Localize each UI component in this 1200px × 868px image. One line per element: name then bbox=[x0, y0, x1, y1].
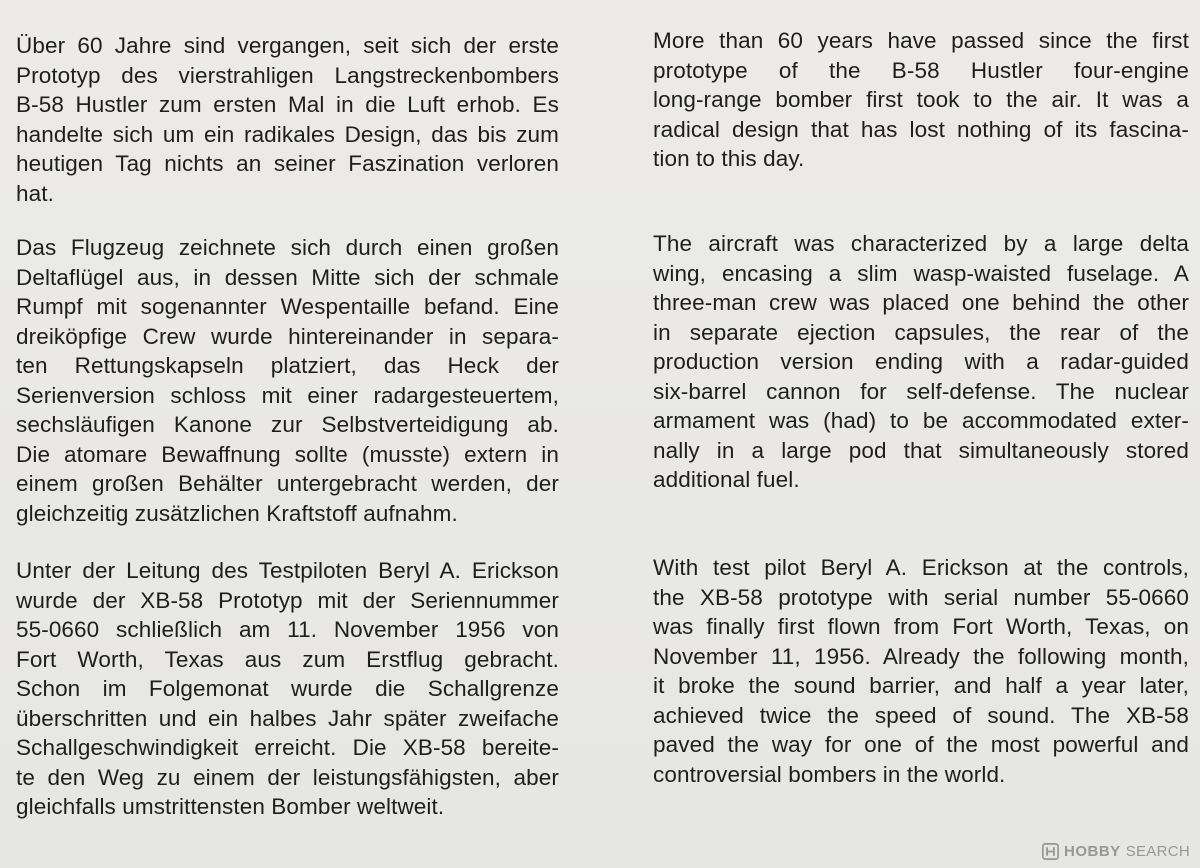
german-paragraph-3 bbox=[16, 556, 559, 822]
english-paragraph-2 bbox=[653, 229, 1189, 495]
text-line: Schon im Folgemonat wurde die Schallgrenze bbox=[16, 676, 559, 701]
watermark-brand: HOBBY bbox=[1064, 843, 1121, 860]
text-line: More than 60 years have passed since the first bbox=[653, 28, 1189, 53]
text-line: 55-0660 schließlich am 11. November 1956 von bbox=[16, 617, 559, 642]
text-line: überschritten und ein halbes Jahr später zweifache bbox=[16, 705, 559, 731]
text-line: six-barrel cannon for self-defense. The nuclear bbox=[653, 378, 1189, 404]
text-line: long-range bomber first took to the air. It was a bbox=[653, 87, 1189, 112]
text-line: Prototyp des vierstrahligen Langstreckenbombers bbox=[16, 62, 559, 88]
text-line: it broke the sound barrier, and half a year later, bbox=[653, 673, 1189, 698]
text-line: achieved twice the speed of sound. The XB-58 bbox=[653, 702, 1189, 728]
text-line: nally in a large pod that simultaneously stored bbox=[653, 437, 1189, 463]
text-line: heutigen Tag nichts an seiner Faszination verloren bbox=[16, 151, 559, 176]
text-line: Unter der Leitung des Testpiloten Beryl A. Erickson bbox=[16, 558, 559, 583]
text-line: The aircraft was characterized by a large delta bbox=[653, 231, 1189, 256]
text-line: November 11, 1956. Already the following month, bbox=[653, 643, 1189, 669]
hobby-search-logo-icon bbox=[1042, 843, 1059, 860]
text-line: Deltaflügel aus, in dessen Mitte sich der schmale bbox=[16, 264, 559, 290]
text-line: production version ending with a radar-guided bbox=[653, 349, 1189, 374]
text-line: gleichzeitig zusätzlichen Kraftstoff aufnahm. bbox=[16, 500, 458, 526]
text-line: wing, encasing a slim wasp-waisted fuselage. A bbox=[653, 260, 1189, 286]
text-line: armament was (had) to be accommodated exter- bbox=[653, 408, 1189, 433]
hobby-search-watermark bbox=[1042, 843, 1190, 860]
text-line: ten Rettungskapseln platziert, das Heck der bbox=[16, 353, 559, 378]
text-line: the XB-58 prototype with serial number 55-0660 bbox=[653, 584, 1189, 610]
text-line: With test pilot Beryl A. Erickson at the controls, bbox=[653, 555, 1189, 580]
german-paragraph-2 bbox=[16, 233, 559, 528]
german-paragraph-1 bbox=[16, 31, 559, 208]
text-line: einem großen Behälter untergebracht werden, der bbox=[16, 471, 559, 496]
text-line: wurde der XB-58 Prototyp mit der Seriennummer bbox=[16, 587, 559, 613]
text-line: Über 60 Jahre sind vergangen, seit sich der erste bbox=[16, 33, 559, 58]
text-line: paved the way for one of the most powerful and bbox=[653, 732, 1189, 757]
text-line: additional fuel. bbox=[653, 467, 800, 492]
text-line: Serienversion schloss mit einer radargesteuertem, bbox=[16, 382, 559, 408]
text-line: three-man crew was placed one behind the other bbox=[653, 290, 1189, 315]
english-paragraph-3 bbox=[653, 553, 1189, 789]
text-line: handelte sich um ein radikales Design, das bis zum bbox=[16, 121, 559, 147]
text-line: Die atomare Bewaffnung sollte (musste) extern in bbox=[16, 441, 559, 467]
text-line: radical design that has lost nothing of its fascina- bbox=[653, 116, 1189, 142]
text-line: controversial bombers in the world. bbox=[653, 761, 1006, 787]
text-line: te den Weg zu einem der leistungsfähigsten, aber bbox=[16, 764, 559, 790]
english-paragraph-1 bbox=[653, 26, 1189, 174]
text-line: tion to this day. bbox=[653, 146, 805, 171]
text-line: Das Flugzeug zeichnete sich durch einen großen bbox=[16, 235, 559, 260]
text-line: Fort Worth, Texas aus zum Erstflug gebracht. bbox=[16, 646, 559, 672]
text-line: gleichfalls umstrittensten Bomber weltweit. bbox=[16, 794, 445, 819]
text-line: in separate ejection capsules, the rear of the bbox=[653, 319, 1189, 345]
text-line: sechsläufigen Kanone zur Selbstverteidigung ab. bbox=[16, 412, 559, 437]
text-line: B-58 Hustler zum ersten Mal in die Luft erhob. Es bbox=[16, 92, 559, 117]
text-line: Rumpf mit sogenannter Wespentaille befand. Eine bbox=[16, 294, 559, 319]
text-line: hat. bbox=[16, 180, 54, 206]
text-line: Schallgeschwindigkeit erreicht. Die XB-58 bereite- bbox=[16, 735, 559, 760]
text-line: dreiköpfige Crew wurde hintereinander in separa- bbox=[16, 323, 559, 349]
watermark-sub: SEARCH bbox=[1125, 843, 1190, 860]
text-line: prototype of the B-58 Hustler four-engine bbox=[653, 57, 1189, 83]
text-line: was finally first flown from Fort Worth, Texas, on bbox=[653, 614, 1189, 639]
